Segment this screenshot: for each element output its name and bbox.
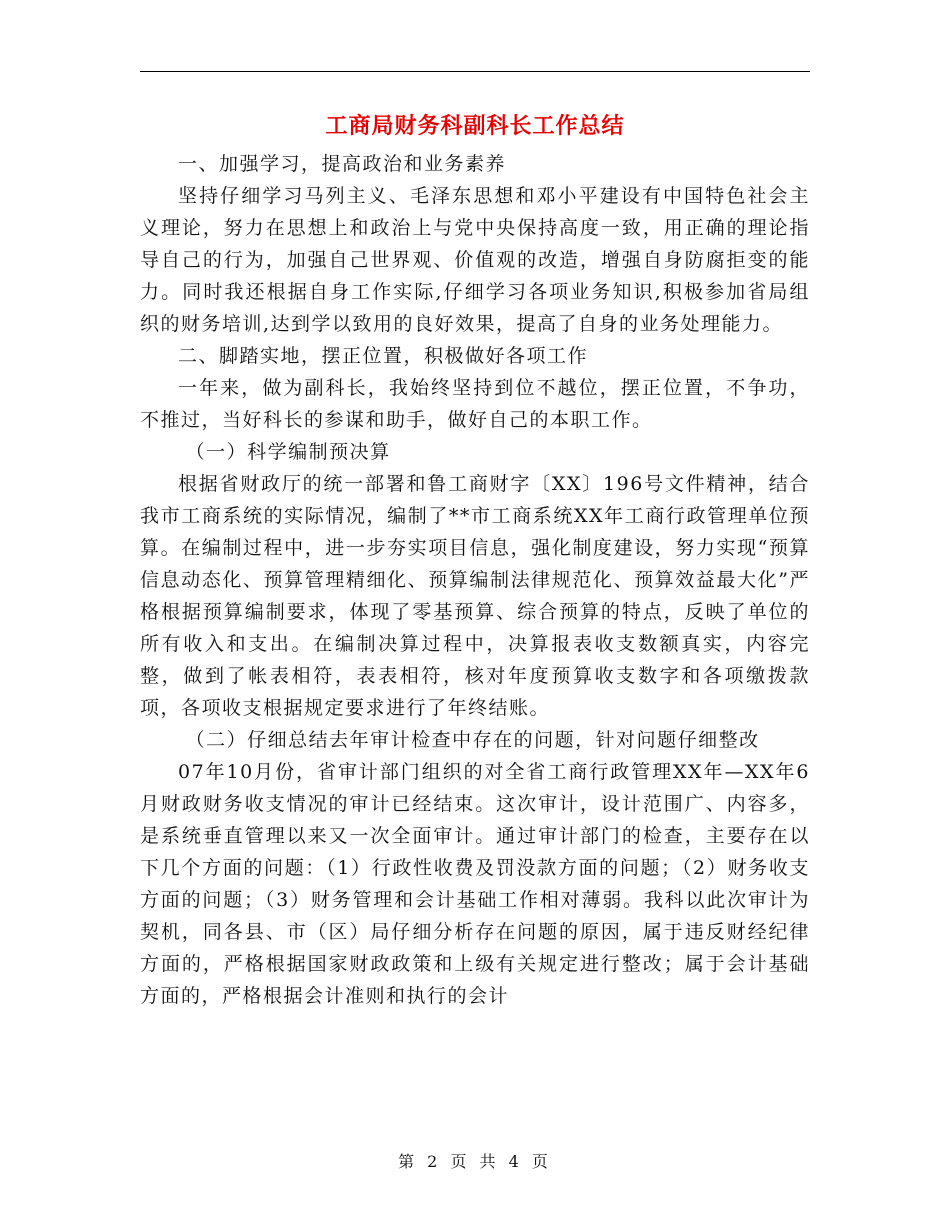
subsection-heading-2: （二）仔细总结去年审计检查中存在的问题，针对问题仔细整改 bbox=[185, 729, 760, 751]
subsection-heading-1: （一）科学编制预决算 bbox=[185, 441, 391, 463]
section-heading-1: 一、加强学习，提高政治和业务素养 bbox=[178, 153, 507, 175]
section-heading-2: 二、脚踏实地，摆正位置，积极做好各项工作 bbox=[178, 345, 589, 367]
document-title: 工商局财务科副科长工作总结 bbox=[325, 114, 625, 139]
document-body bbox=[140, 148, 810, 1012]
header-rule bbox=[140, 71, 810, 72]
paragraph-role: 一年来，做为副科长，我始终坚持到位不越位，摆正位置，不争功，不推过，当好科长的参谋和助手，做好自己的本职工作。 bbox=[140, 377, 810, 431]
paragraph-budget: 根据省财政厅的统一部署和鲁工商财字〔XX〕196号文件精神，结合我市工商系统的实际情况，编制了**市工商系统XX年工商行政管理单位预算。在编制过程中，进一步夯实项目信息，强化制度建设，努力实现“预算信息动态化、预算管理精细化、预算编制法律规范化、预算效益最大化”严格根据预算编制要求，体现了零基预算、综合预算的特点，反映了单位的所有收入和支出。在编制决算过程中，决算报表收支数额真实，内容完整，做到了帐表相符，表表相符，核对年度预算收支数字和各项缴拨款项，各项收支根据规定要求进行了年终结账。 bbox=[140, 473, 810, 719]
paragraph-study: 坚持仔细学习马列主义、毛泽东思想和邓小平建设有中国特色社会主义理论，努力在思想上和政治上与党中央保持高度一致，用正确的理论指导自己的行为，加强自己世界观、价值观的改造，增强自身防腐拒变的能力。同时我还根据自身工作实际,仔细学习各项业务知识,积极参加省局组织的财务培训,达到学以致用的良好效果，提高了自身的业务处理能力。 bbox=[140, 185, 810, 335]
page-number: 第 2 页 共 4 页 bbox=[398, 1152, 552, 1171]
paragraph-audit: 07年10月份，省审计部门组织的对全省工商行政管理XX年—XX年6月财政财务收支情况的审计已经结束。这次审计，设计范围广、内容多，是系统垂直管理以来又一次全面审计。通过审计部门的检查，主要存在以下几个方面的问题：（1）行政性收费及罚没款方面的问题；（2）财务收支方面的问题；（3）财务管理和会计基础工作相对薄弱。我科以此次审计为契机，同各县、市（区）局仔细分析存在问题的原因，属于违反财经纪律方面的，严格根据国家财政政策和上级有关规定进行整改；属于会计基础方面的，严格根据会计准则和执行的会计 bbox=[140, 761, 810, 1007]
